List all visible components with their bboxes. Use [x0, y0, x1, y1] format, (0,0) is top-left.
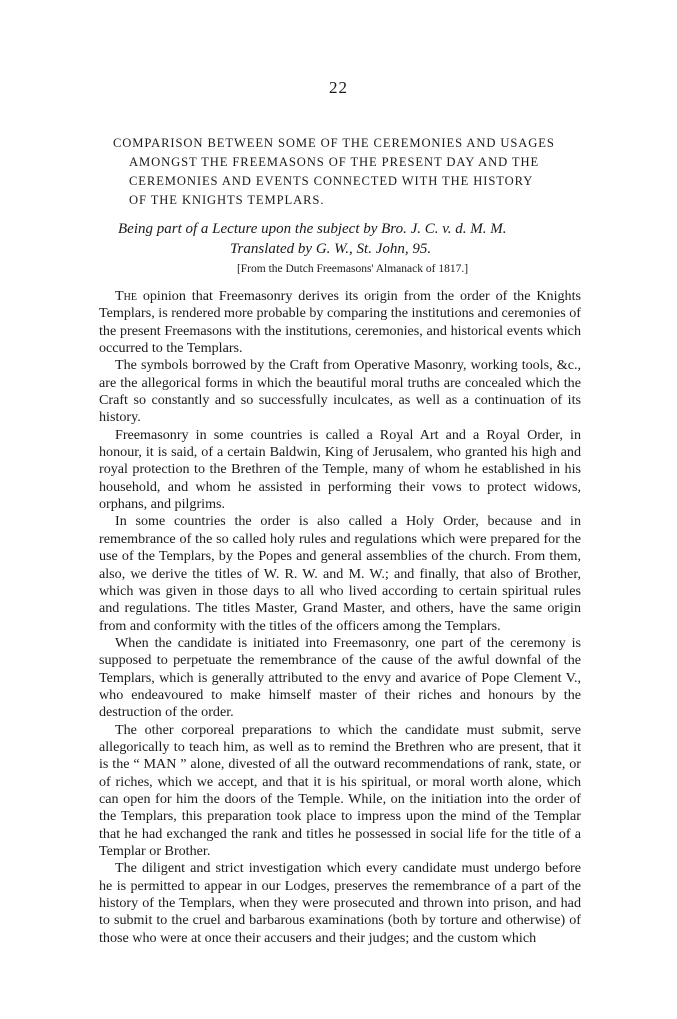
- lecture-subtitle: [118, 219, 578, 259]
- heading-line-2: AMONGST THE FREEMASONS OF THE PRESENT DAY AND THE: [129, 155, 540, 169]
- page-number: 22: [329, 78, 348, 97]
- paragraph-lead-word: The: [115, 288, 137, 304]
- paragraph-text: opinion that Freemasonry derives its origin from the order of the Knights Templars, is rendered more probable by comparing the institutions and ceremonies of the present Freemasons with the institutions, ceremonies, and historical events which occurred to the Templars.: [99, 288, 581, 357]
- paragraph-4: [99, 513, 581, 634]
- source-note: [From the Dutch Freemasons' Almanack of 1817.]: [236, 263, 469, 275]
- paragraph-5: [99, 635, 581, 722]
- heading-line-4: OF THE KNIGHTS TEMPLARS.: [129, 193, 325, 207]
- body-text: [99, 288, 581, 947]
- subtitle-line-1: Being part of a Lecture upon the subject by Bro. J. C. v. d. M. M.: [118, 221, 507, 237]
- heading-line-1: COMPARISON BETWEEN SOME OF THE CEREMONIES AND USAGES: [113, 136, 555, 150]
- heading-line-3: CEREMONIES AND EVENTS CONNECTED WITH THE HISTORY: [129, 174, 534, 188]
- paragraph-text: When the candidate is initiated into Freemasonry, one part of the ceremony is supposed to perpetuate the remembrance of the cause of the awful downfal of the Templars, which is generally attributed to the envy and avarice of Pope Clement V., who endeavoured to make himself master of their riches and honours by the destruction of the order.: [99, 634, 581, 721]
- paragraph-3: [99, 427, 581, 514]
- paragraph-7: [99, 860, 581, 947]
- paragraph-text: The symbols borrowed by the Craft from Operative Masonry, working tools, &c., are the allegorical forms in which the beautiful moral truths are concealed which the Craft so constantly and so successfully inculcates, as well as a continuation of its history.: [99, 357, 581, 426]
- paragraph-text: The diligent and strict investigation which every candidate must undergo before he is permitted to appear in our Lodges, preserves the remembrance of a part of the history of the Templars, when they were prosecuted and thrown into prison, and had to submit to the cruel and barbarous examinations (both by torture and otherwise) of those who were at once their accusers and their judges; and the custom which: [99, 860, 581, 946]
- paragraph-text: Freemasonry in some countries is called a Royal Art and a Royal Order, in honour, it is said, of a certain Baldwin, King of Jerusalem, who granted his high and royal protection to the Brethren of the Temple, many of whom he established in his household, and whom he assisted in performing their vows to protect widows, orphans, and pilgrims.: [99, 426, 581, 513]
- paragraph-1: [99, 288, 581, 357]
- section-heading: [113, 134, 583, 210]
- subtitle-line-2: Translated by G. W., St. John, 95.: [230, 241, 432, 257]
- paragraph-2: [99, 357, 581, 426]
- paragraph-text: In some countries the order is also called a Holy Order, because and in remembrance of the so called holy rules and regulations which were prepared for the use of the Templars, by the Popes and general assemblies of the church. From them, also, we derive the titles of W. R. W. and M. W.; and finally, that also of Brother, which was given in those days to all who lived according to certain spiritual rules and regulations. The titles Master, Grand Master, and others, have the same origin from and conformity with the titles of the officers among the Templars.: [99, 513, 581, 634]
- paragraph-text: The other corporeal preparations to which the candidate must submit, serve allegorically to teach him, as well as to remind the Brethren who are present, that it is the “ MAN ” alone, divested of all the outward recommendations of rank, state, or of riches, which we accept, and that it is his spiritual, or moral worth alone, which can open for him the doors of the Temple. While, on the initiation into the order of the Templars, this preparation took place to impress upon the mind of the Templar that he had exchanged the rank and titles he possessed in social life for the title of a Templar or Brother.: [99, 721, 581, 859]
- paragraph-6: [99, 722, 581, 861]
